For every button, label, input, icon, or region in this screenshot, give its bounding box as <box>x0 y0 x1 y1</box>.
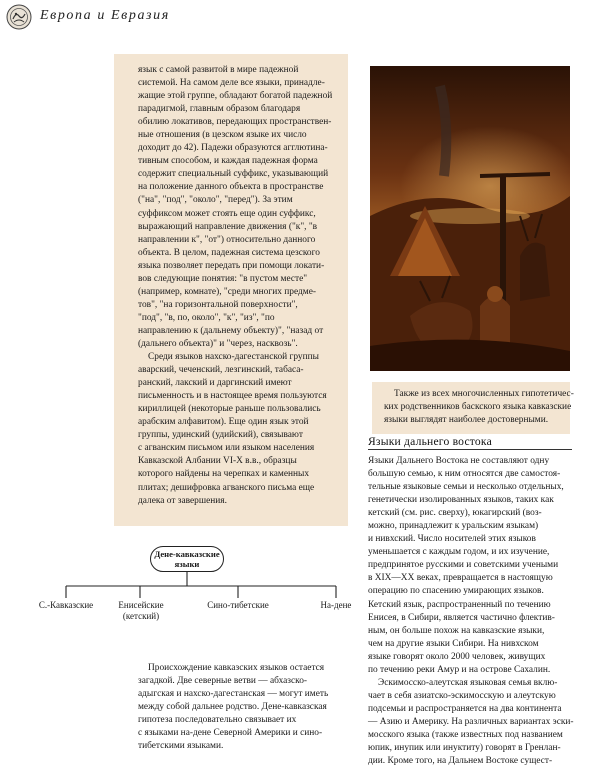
text-line: ные отношения (в цезском языке их число <box>138 130 307 141</box>
text-line: плитах; дешифровка агванского письма еще <box>138 482 315 493</box>
text-line: далека от завершения. <box>138 495 227 506</box>
text-line: письменность и в настоящее время пользуются <box>138 391 327 402</box>
text-line: ("на", "под", "около", "перед"). За этим <box>138 195 293 206</box>
text-line: с языками на-дене Северной Америки и сино- <box>138 728 323 739</box>
text-line: подсемьи и распространяется на два континента <box>368 703 562 714</box>
text-line: по течению реки Амур и на острове Сахалин. <box>368 664 551 675</box>
text-line: (например, комнате), "среди многих предме- <box>138 286 316 297</box>
text-line: группы, удинский (удийский), связывают <box>138 430 303 441</box>
text-line: тивным способом, и каждая падежная форма <box>138 156 318 167</box>
text-line: Также из всех многочисленных гипотетичес- <box>394 389 574 399</box>
text-line: "под", "в, по, около", "к", "из", "по <box>138 312 275 323</box>
text-line: и нивхский. Число носителей этих языков <box>368 534 536 545</box>
text-line: тельные языковые семьи и несколько отдельных, <box>368 482 564 493</box>
diagram-branch-label: С.-Кавказские <box>38 600 94 610</box>
text-line: жащие этой группе, обладают богатой падежной <box>138 91 333 102</box>
text-line: аварский, чеченский, лезгинский, табаса- <box>138 365 304 376</box>
text-line: язык с самой развитой в мире падежной <box>138 65 299 75</box>
text-line: направлению к (дальнему объекту)", "назад от <box>138 325 324 336</box>
section-heading-block <box>368 434 572 449</box>
text-line: направлении к", "от") относительно данного <box>138 234 316 245</box>
section-rule <box>368 449 572 450</box>
diagram-root-node: Дене-кавказские языки <box>150 546 224 572</box>
text-line: загадкой. Две северные ветви — абхазско- <box>138 676 308 687</box>
text-line: операцию по спасению умирающих языков. <box>368 586 544 597</box>
diagram-branch-label: Сино-тибетские <box>207 600 269 610</box>
text-line: в XIX—XX веках, превращается в настоящую <box>368 573 553 584</box>
left-column-bottom-text <box>138 662 344 753</box>
diagram-branch-label: Енисейские (кетский) <box>118 600 164 621</box>
text-line: доходит до 42). Падежи образуются агглютина- <box>138 143 328 154</box>
text-line: с агванским письмом или языком населения <box>138 443 315 454</box>
text-line: обилию локативов, передающих пространствен- <box>138 117 332 128</box>
reindeer-camp-painting <box>370 66 570 371</box>
text-line: кетский (см. рис. сверху), юкагирский (воз- <box>368 508 542 519</box>
text-line: ких родственников баскского языка кавказские <box>384 402 572 413</box>
text-line: выражающий направление движения ("к", "в <box>138 221 318 232</box>
painting-image <box>370 66 570 371</box>
text-line: большую семью, к ним относятся две самостоя- <box>368 469 561 480</box>
page-header <box>0 0 600 34</box>
text-line: Енисея, в Сибири, является частично флектив- <box>368 612 555 623</box>
diagram-branch-label: На-дене <box>320 600 352 610</box>
text-line: гипотеза последовательно связывает их <box>138 715 297 726</box>
text-line: чем на другие языки Сибири. На нивхском <box>368 638 539 649</box>
text-line: которого найдены на черепках и каменных <box>138 469 310 480</box>
text-line: между собой дальнее родство. Дене-кавказская <box>138 702 327 713</box>
text-line: предпринятое русскими и советскими учеными <box>368 560 559 571</box>
text-line: объекта. В целом, падежная система цезского <box>138 247 320 258</box>
text-line: уменьшается с каждым годом, и их изучение, <box>368 547 550 558</box>
left-column-text <box>138 64 344 508</box>
section-title: Языки дальнего востока <box>368 435 492 448</box>
text-line: — Азию и Америку. На различных вариантах эски- <box>368 716 574 727</box>
text-line: дии. Кроме того, на Дальнем Востоке сущест- <box>368 756 553 767</box>
photo-caption <box>384 388 574 427</box>
text-line: на положение данного объекта в пространстве <box>138 182 324 193</box>
text-line: системой. На самом деле все языки, принадле- <box>138 78 325 89</box>
text-line: ранский, лакский и даргинский имеют <box>138 378 292 389</box>
text-line: Кавказской Албании VI-X в.в., образцы <box>138 456 297 467</box>
text-line: генетически изолированных языков, таких как <box>368 495 554 506</box>
text-line: чает в себя азиатско-эскимосскую и алеутскую <box>368 690 556 701</box>
text-line: кириллицей (некоторые раньше пользовались <box>138 404 321 415</box>
text-line: Языки Дальнего Востока не составляют одну <box>368 456 550 466</box>
text-line: адыгская и нахско-дагестанская — могут иметь <box>138 689 329 700</box>
text-line: мосского языка (также известных под названием <box>368 729 563 740</box>
text-line: Среди языков нахско-дагестанской группы <box>148 352 319 363</box>
text-line: (дальнего объекта)" и "через, насквозь". <box>138 338 298 349</box>
text-line: можно, принадлежит к уральским языкам) <box>368 521 539 532</box>
text-line: языке говорят около 2000 человек, живущих <box>368 651 546 662</box>
running-head: Европа и Евразия <box>40 8 170 23</box>
text-line: юпик, инупик или инуктиту) говорят в Гренлан- <box>368 743 561 754</box>
text-line: арабским алфавитом). Еще один язык этой <box>138 417 309 428</box>
text-line: Эскимосско-алеутская языковая семья вклю- <box>378 677 558 688</box>
text-line: тибетскими языками. <box>138 741 224 752</box>
ornamental-medallion-icon <box>6 4 32 30</box>
text-line: парадигмой, главным образом благодаря <box>138 104 301 115</box>
text-line: ным, он больше похож на кавказские языки, <box>368 625 545 636</box>
right-column-text <box>368 455 572 768</box>
text-line: тов", "на горизонтальной поверхности", <box>138 299 298 310</box>
text-line: суффиксом может стоять еще один суффикс, <box>138 208 316 219</box>
text-line: содержит специальный суффикс, указывающий <box>138 169 329 180</box>
text-line: вов следующие понятия: "в пустом месте" <box>138 273 308 284</box>
text-line: языки выглядят наиболее достоверными. <box>384 415 549 426</box>
text-line: языка позволяет передать при помощи локати- <box>138 260 325 271</box>
text-line: Происхождение кавказских языков остается <box>148 663 325 673</box>
text-line: Кетский язык, распространенный по течению <box>368 599 551 610</box>
